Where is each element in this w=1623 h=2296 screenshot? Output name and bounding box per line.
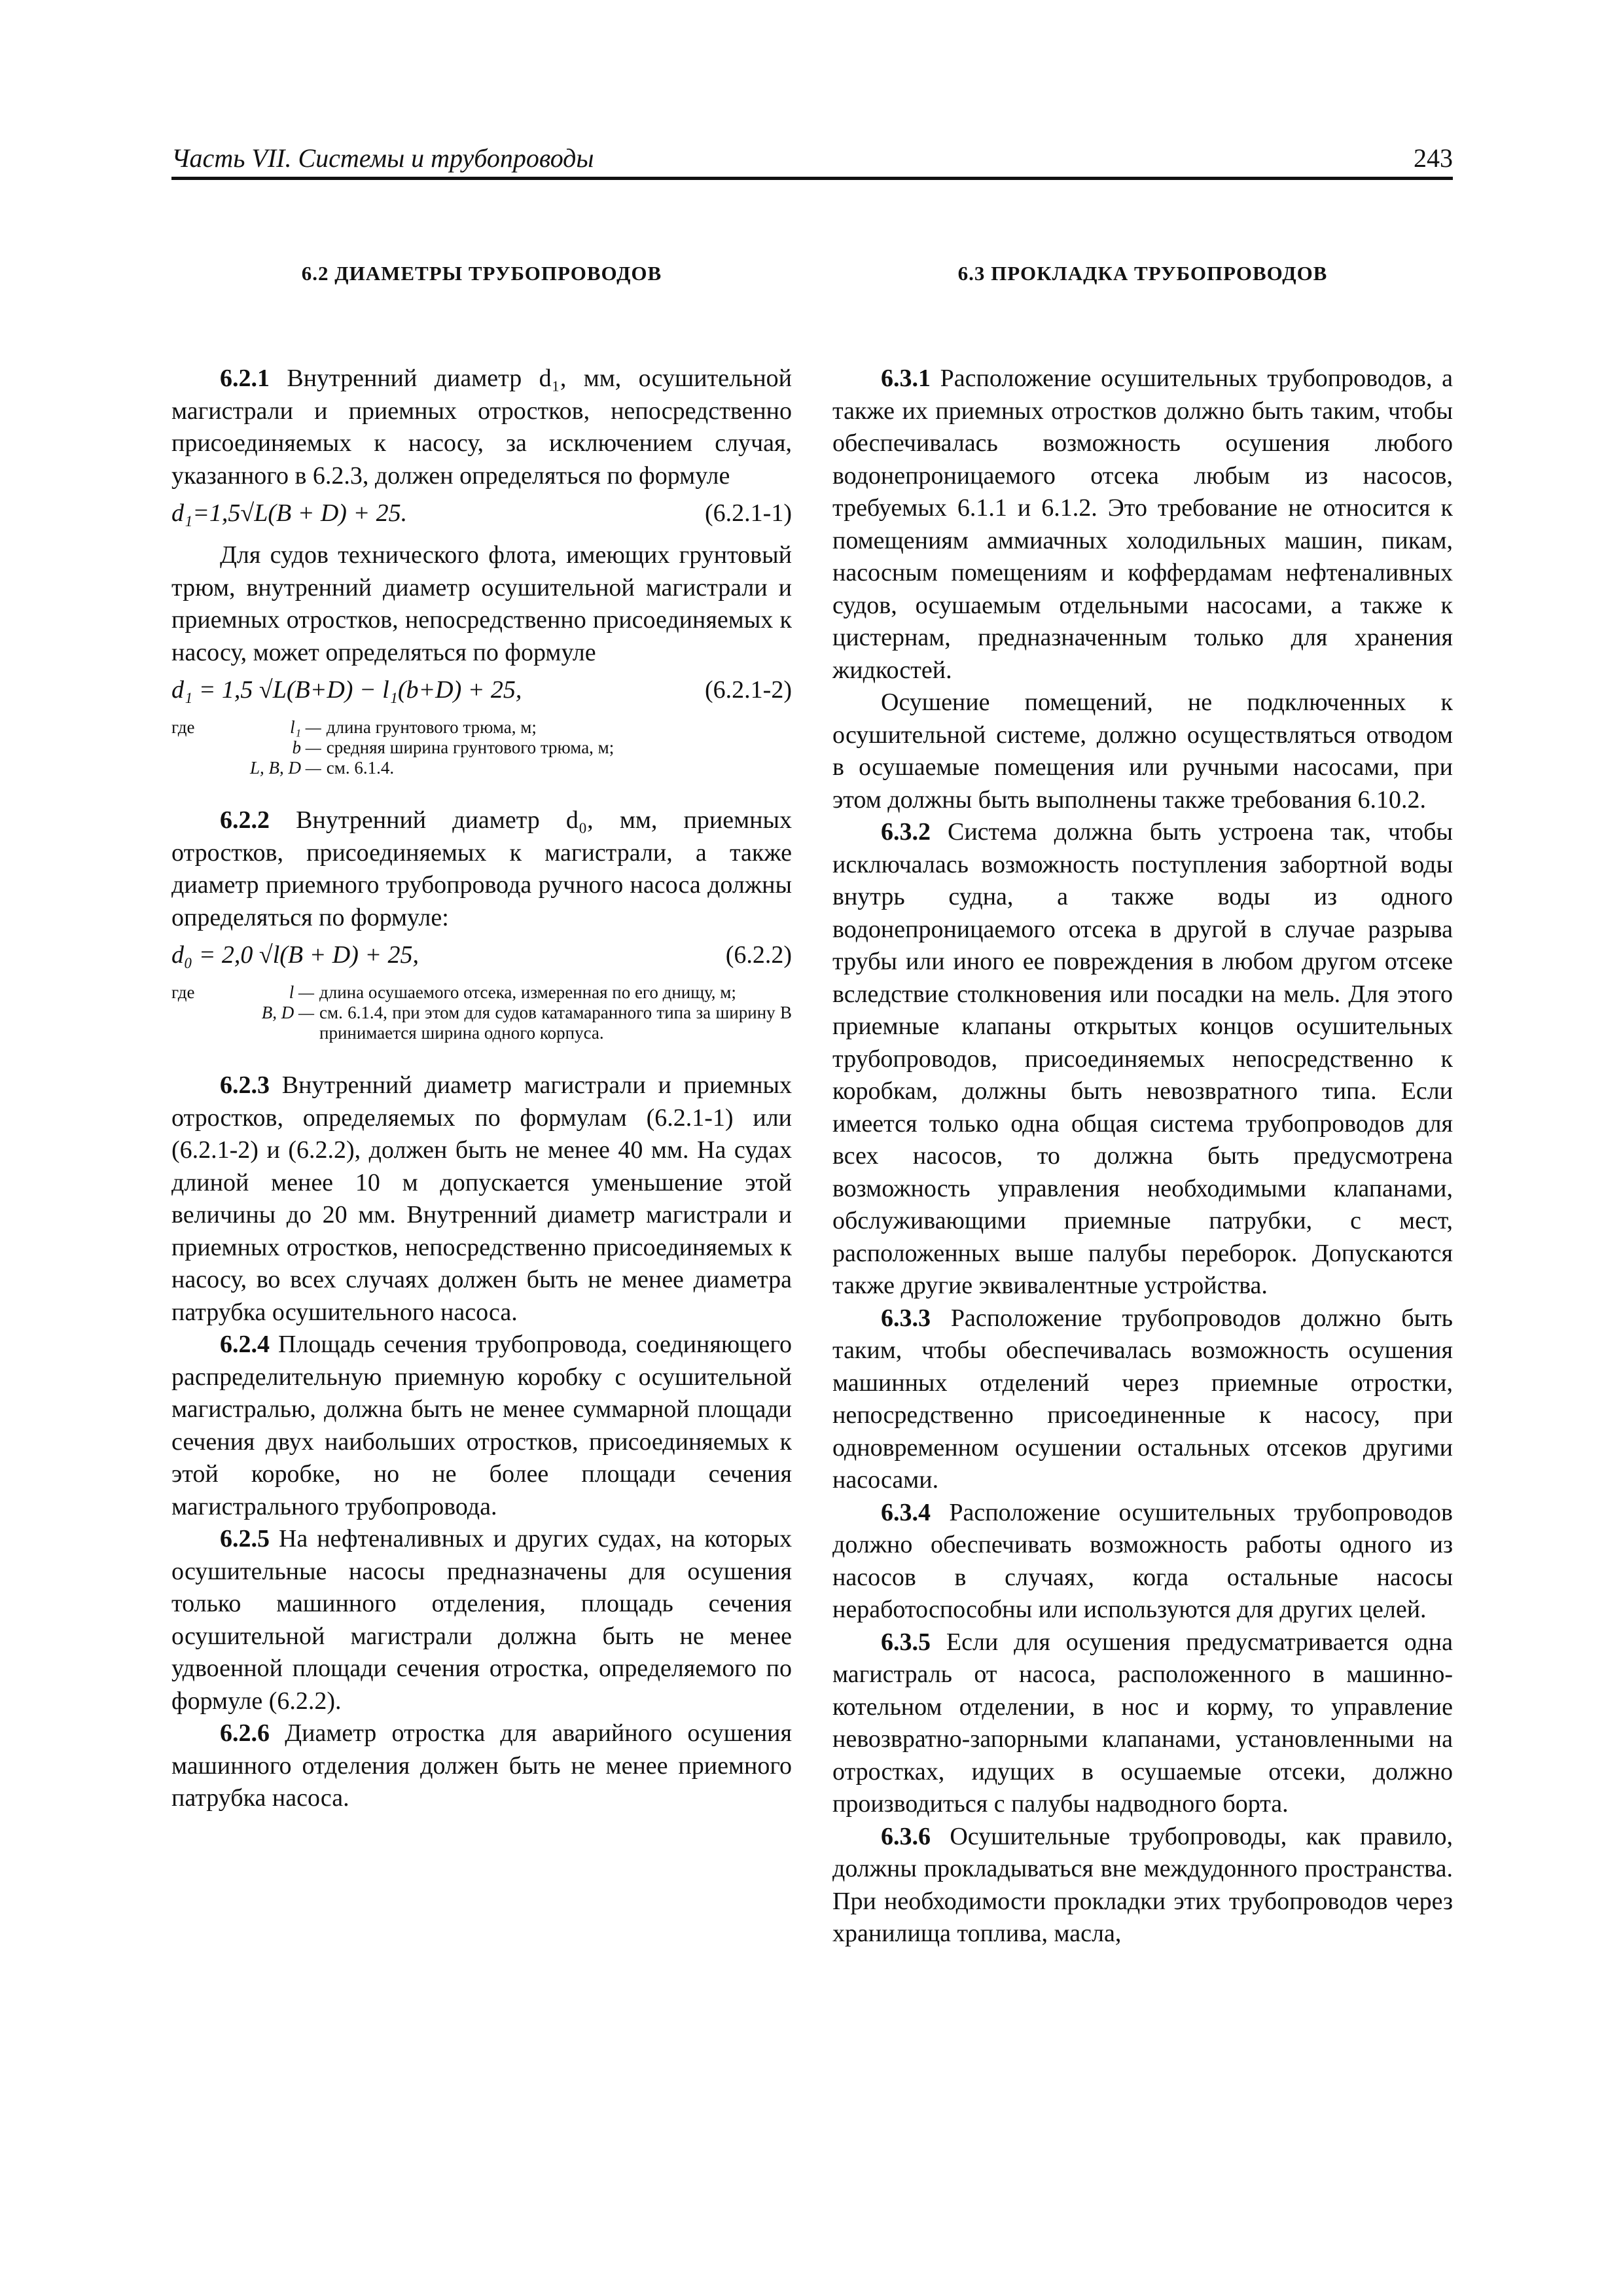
paragraph-text: На нефтеналивных и других судах, на которых осушительные насосы предназначены для осушения только машинного отделения, площадь сечения осушительной магистрали должна быть не менее удвоенной площади сечения отростка, определяемого по формуле (6.2.2). — [171, 1525, 792, 1715]
section-title-6-3: 6.3 ПРОКЛАДКА ТРУБОПРОВОДОВ — [957, 262, 1328, 285]
paragraph-6-3-6 — [832, 1821, 1453, 1950]
page-number: 243 — [1414, 143, 1453, 173]
paragraph-6-2-3 — [171, 1069, 792, 1329]
paragraph-number: 6.2.5 — [220, 1525, 270, 1552]
paragraph-text: Внутренний диаметр магистрали и приемных отростков, определяемых по формулам (6.2.1-1) или (6.2.1-2) и (6.2.2), должен быть не менее 40 мм. На судах длиной менее 10 м допускается уменьшение этой величины до 20 мм. Внутренний диаметр магистрали и приемных отростков, непосредственно присоединяемых к насосу, во всех случаях должен быть не менее диаметра патрубка осушительного насоса. — [171, 1071, 793, 1326]
paragraph-number: 6.2.2 — [220, 806, 270, 834]
paragraph-6-3-5 — [832, 1626, 1453, 1821]
where-block-2 — [171, 982, 792, 1043]
running-header-title: Часть VII. Системы и трубопроводы — [171, 143, 594, 173]
paragraph-text: Диаметр отростка для аварийного осушения машинного отделения должен быть не менее приемного патрубка насоса. — [171, 1719, 792, 1812]
where-row: где l₁ — длина грунтового трюма, м; — [171, 717, 537, 737]
paragraph-text: Внутренний диаметр d₁, мм, осушительной магистрали и приемных отростков, непосредственно присоединяемых к насосу, за исключением случая, указанного в 6.2.3, должен определяться по формуле — [171, 365, 793, 490]
paragraph-6-2-5 — [171, 1523, 792, 1717]
formula-expression: d₁=1,5√L(B + D) + 25. — [171, 499, 408, 527]
formula-expression: d₀ = 2,0 √l(B + D) + 25, — [171, 941, 419, 969]
section-title-6-2: 6.2 ДИАМЕТРЫ ТРУБОПРОВОДОВ — [301, 262, 662, 285]
right-column — [832, 262, 1453, 1950]
header-rule — [171, 177, 1453, 180]
where-block-1 — [171, 717, 792, 778]
paragraph-6-2-6 — [171, 1717, 792, 1815]
paragraph-6-3-4 — [832, 1497, 1453, 1626]
where-row: b — средняя ширина грунтового трюма, м; — [292, 738, 615, 757]
formula-expression: d₁ = 1,5 √L(B+D) − l₁(b+D) + 25, — [171, 676, 522, 704]
paragraph-6-2-2 — [171, 804, 792, 934]
paragraph-number: 6.2.4 — [220, 1331, 270, 1358]
paragraph-text: Расположение трубопроводов должно быть таким, чтобы обеспечивалась возможность осушения машинных отделений через приемные отростки, непосредственно присоединенные к насосу, при одновременном осушении остальных отсеков другими насосами. — [832, 1304, 1454, 1494]
paragraph-number: 6.2.3 — [220, 1071, 270, 1099]
paragraph-text: Расположение осушительных трубопроводов, а также их приемных отростков должно быть таким, чтобы обеспечивалась возможность осушения любого водонепроницаемого отсека любым из насосов, требуемых 6.1.1 и 6.1.2. Это требование не относится к помещениям аммиачных холодильных машин, пикам, насосным помещениям и коффердамам нефтеналивных судов, осушаемым отдельными насосами, а также к цистернам, предназначенным только для хранения жидкостей. — [832, 365, 1453, 684]
where-row: где l — длина осушаемого отсека, измеренная по его днищу, м; — [171, 982, 736, 1002]
paragraph-number: 6.3.2 — [881, 818, 931, 846]
formula-6-2-1-2 — [171, 672, 792, 708]
paragraph-6-3-3 — [832, 1302, 1453, 1497]
paragraph-number: 6.3.6 — [881, 1822, 931, 1850]
formula-number: (6.2.2) — [725, 941, 792, 969]
paragraph-text: Внутренний диаметр d₀, мм, приемных отростков, присоединяемых к магистрали, а также диаметр приемного трубопровода ручного насоса должны определяться по формуле: — [171, 806, 793, 931]
formula-number: (6.2.1-2) — [705, 676, 792, 704]
left-column — [171, 262, 792, 1815]
paragraph-number: 6.3.5 — [881, 1628, 931, 1656]
paragraph-6-2-1-technical-fleet: Для судов технического флота, имеющих грунтовый трюм, внутренний диаметр осушительной магистрали и приемных отростков, непосредственно присоединяемых к насосу, может определяться по формуле — [171, 541, 792, 666]
formula-6-2-2 — [171, 937, 792, 973]
paragraph-6-3-1 — [832, 363, 1453, 687]
paragraph-number: 6.2.1 — [220, 365, 270, 392]
paragraph-number: 6.3.1 — [881, 365, 931, 392]
paragraph-text: Расположение осушительных трубопроводов должно обеспечивать возможность работы одного из насосов в случаях, когда остальные насосы неработоспособны или используются для других целей. — [832, 1498, 1453, 1623]
where-row: B, D — см. 6.1.4, при этом для судов катамаранного типа за ширину B принимается ширина одного корпуса. — [261, 1003, 792, 1043]
paragraph-text: Осушительные трубопроводы, как правило, должны прокладываться вне междудонного пространства. При необходимости прокладки этих трубопроводов через хранилища топлива, масла, — [832, 1822, 1453, 1947]
formula-number: (6.2.1-1) — [705, 499, 792, 527]
paragraph-6-3-2 — [832, 816, 1453, 1302]
paragraph-6-3-1-continued: Осушение помещений, не подключенных к осушительной системе, должно осуществляться отводом в осушаемые помещения или ручными насосами, при этом должны быть выполнены также требования 6.10.2. — [832, 689, 1453, 814]
paragraph-text: Система должна быть устроена так, чтобы исключалась возможность поступления забортной воды внутрь судна, а также воды из одного водонепроницаемого отсека в другой в случае разрыва трубы или иного ее повреждения в любом другом отсеке вследствие столкновения или посадки на мель. Для этого приемные клапаны открытых концов осушительных трубопроводов, присоединяемых непосредственно к коробкам, должны быть невозвратного типа. Если имеется только одна общая система трубопроводов для всех насосов, то должна быть предусмотрена возможность управления необходимыми клапанами, обслуживающими приемные патрубки, с мест, расположенных выше палубы переборок. Допускаются также другие эквивалентные устройства. — [832, 818, 1453, 1299]
paragraph-6-2-1 — [171, 363, 792, 492]
paragraph-number: 6.3.3 — [881, 1304, 931, 1332]
formula-6-2-1-1 — [171, 495, 792, 531]
paragraph-text: Площадь сечения трубопровода, соединяющего распределительную приемную коробку с осушительной магистралью, должна быть не менее суммарной площади сечения двух наибольших отростков, присоединяемых к этой коробке, но не более площади сечения магистрального трубопровода. — [171, 1331, 792, 1520]
paragraph-number: 6.3.4 — [881, 1498, 931, 1526]
paragraph-text: Если для осушения предусматривается одна магистраль от насоса, расположенного в машинно-котельном отделении, в нос и корму, то управление невозвратно-запорными клапанами, установленными на отростках, идущих в осушаемые отсеки, должно производиться с палубы надводного борта. — [832, 1628, 1454, 1818]
where-row: L, B, D — см. 6.1.4. — [250, 758, 395, 778]
paragraph-6-2-4 — [171, 1329, 792, 1523]
paragraph-number: 6.2.6 — [220, 1719, 270, 1747]
